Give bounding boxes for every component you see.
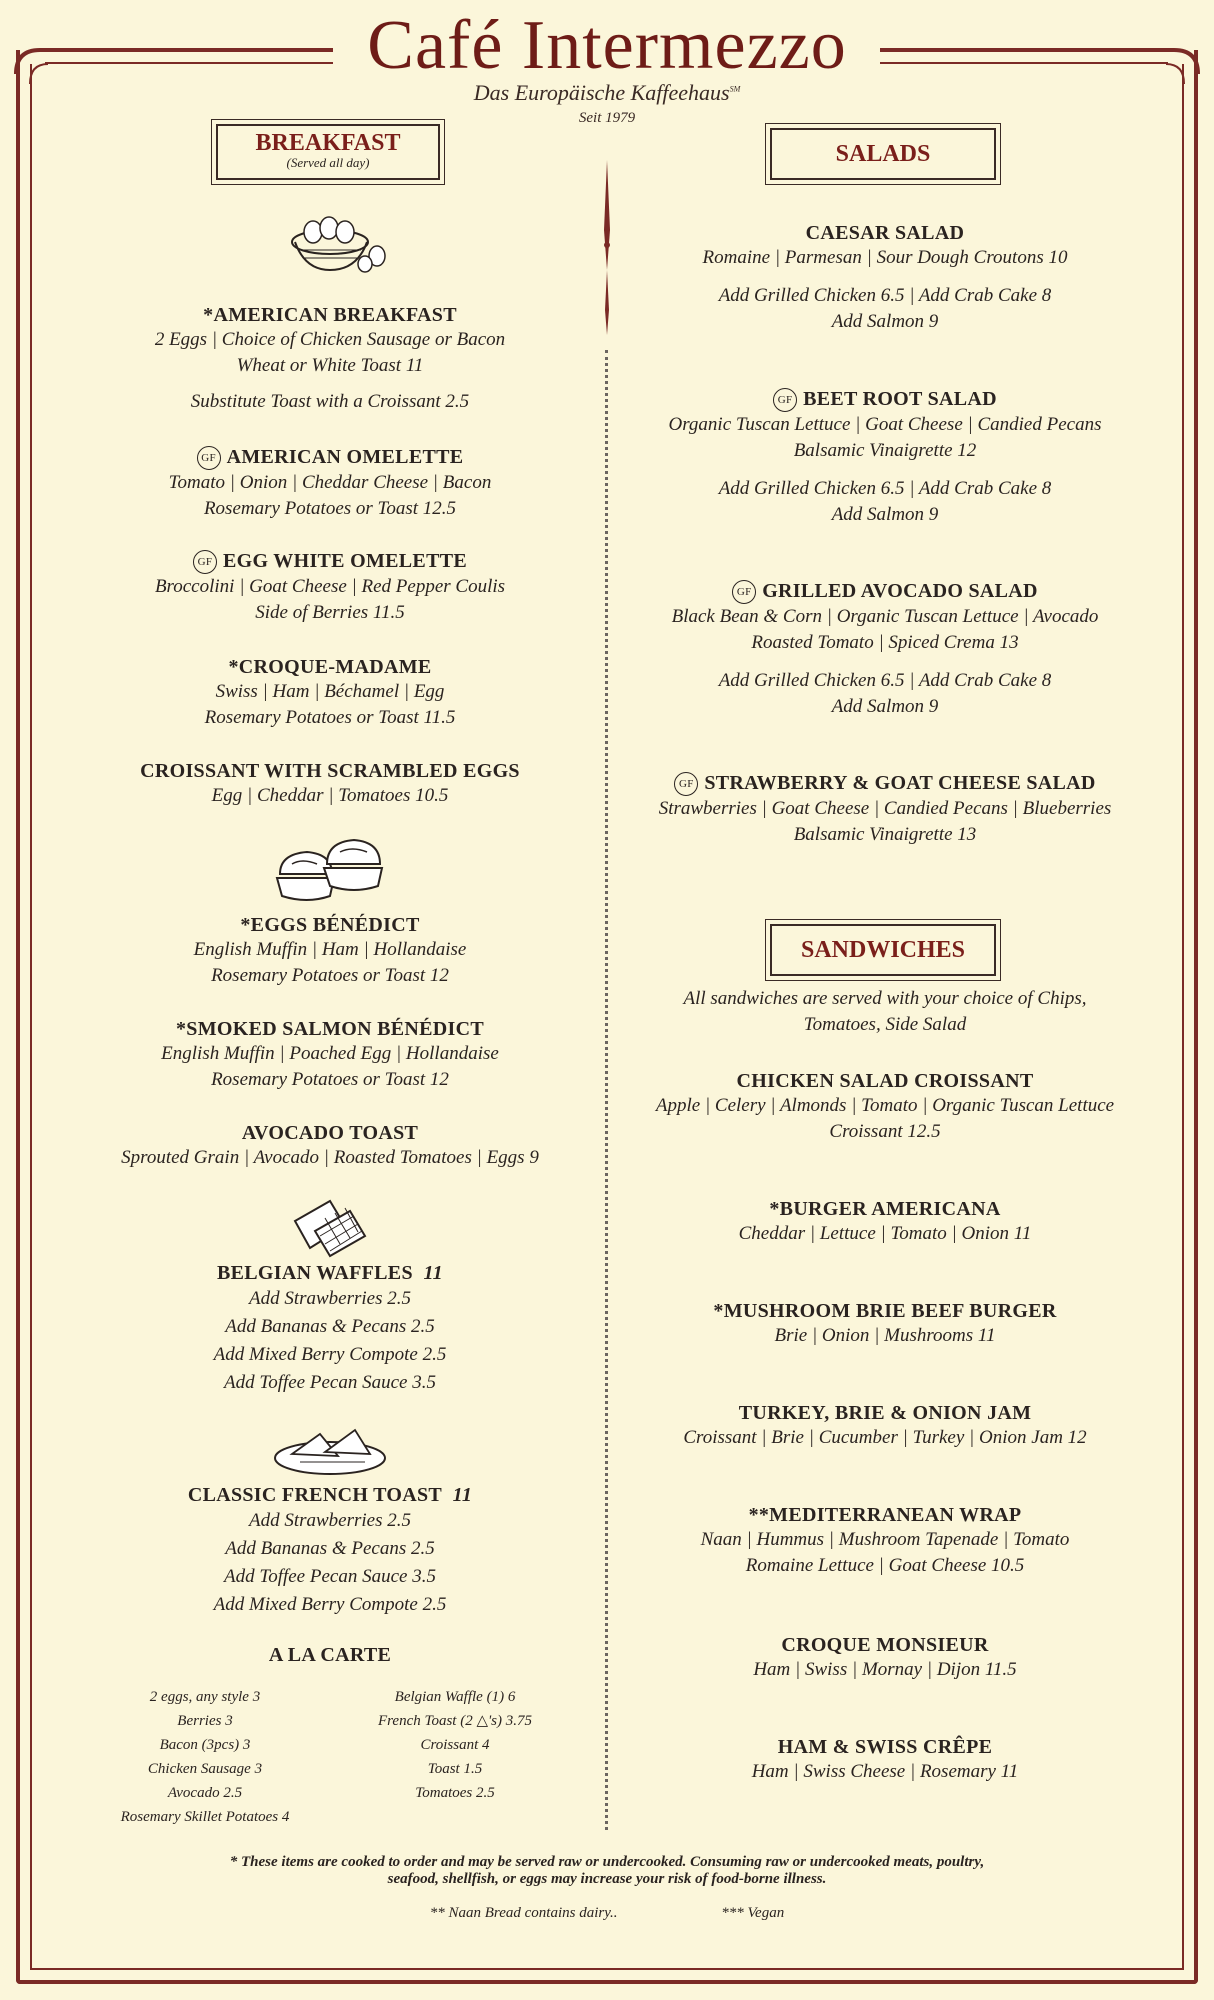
breakfast-section-header: BREAKFAST (Served all day) <box>216 124 440 180</box>
gluten-free-icon: GF <box>674 772 698 796</box>
naan-note: ** Naan Bread contains dairy.. <box>429 1905 618 1921</box>
list-item: Chicken Sausage 3 <box>147 1761 263 1777</box>
footer-notes <box>0 1905 1214 1922</box>
egg-basket-icon <box>285 210 390 275</box>
restaurant-title: Café Intermezzo <box>367 7 847 84</box>
menu-item-croque-madame: *CROQUE-MADAME Swiss | Ham | Béchamel | Egg Rosemary Potatoes or Toast 11.5 <box>204 656 456 728</box>
menu-item-american-breakfast: *AMERICAN BREAKFAST 2 Eggs | Choice of Chicken Sausage or Bacon Wheat or White Toast 11 Substitute Toast with a Croissant 2.5 <box>154 304 506 412</box>
list-item: Rosemary Skillet Potatoes 4 <box>120 1809 290 1825</box>
eggs-benedict-icon <box>272 834 387 904</box>
list-item: French Toast (2 △'s) 3.75 <box>377 1713 533 1729</box>
menu-item-ham-swiss-crepe: HAM & SWISS CRÊPE Ham | Swiss Cheese | Rosemary 11 <box>751 1736 1019 1782</box>
established-year: Seit 1979 <box>578 110 636 126</box>
list-item: Berries 3 <box>177 1713 233 1729</box>
footer-warning: * These items are cooked to order and may be served raw or undercooked. Consuming raw or undercooked meats, poultry, seafood, shellfish, or eggs may increase your risk of food-borne illness. <box>229 1854 985 1887</box>
waffle-icon <box>290 1196 370 1258</box>
menu-item-mushroom-brie-beef-burger: *MUSHROOM BRIE BEEF BURGER Brie | Onion | Mushrooms 11 <box>713 1300 1057 1346</box>
sandwiches-intro: All sandwiches are served with your choice of Chips, Tomatoes, Side Salad <box>683 988 1087 1035</box>
alacarte-left-column <box>90 1685 320 1829</box>
list-item: Bacon (3pcs) 3 <box>159 1737 251 1753</box>
gluten-free-icon: GF <box>197 446 221 470</box>
menu-item-mediterranean-wrap: **MEDITERRANEAN WRAP Naan | Hummus | Mushroom Tapenade | Tomato Romaine Lettuce | Goat Cheese 10.5 <box>700 1504 1070 1576</box>
sandwiches-section-header: SANDWICHES <box>770 924 996 976</box>
alacarte-right-column <box>340 1685 570 1805</box>
divider-ornament-icon <box>597 160 617 340</box>
gluten-free-icon: GF <box>732 580 756 604</box>
menu-item-croissant-scrambled-eggs: CROISSANT WITH SCRAMBLED EGGS Egg | Cheddar | Tomatoes 10.5 <box>140 760 520 806</box>
list-item: Croissant 4 <box>420 1737 490 1753</box>
gluten-free-icon: GF <box>773 388 797 412</box>
menu-item-turkey-brie-onion-jam: TURKEY, BRIE & ONION JAM Croissant | Brie | Cucumber | Turkey | Onion Jam 12 <box>683 1402 1087 1448</box>
column-divider <box>605 350 608 1830</box>
menu-item-eggs-benedict: *EGGS BÉNÉDICT English Muffin | Ham | Hollandaise Rosemary Potatoes or Toast 12 <box>193 914 467 986</box>
list-item: Avocado 2.5 <box>167 1785 243 1801</box>
vegan-note: *** Vegan <box>721 1905 785 1921</box>
salads-section-header: SALADS <box>770 128 996 180</box>
menu-item-croque-monsieur: CROQUE MONSIEUR Ham | Swiss | Mornay | Dijon 11.5 <box>753 1634 1017 1680</box>
gluten-free-icon: GF <box>193 550 217 574</box>
list-item: Tomatoes 2.5 <box>415 1785 495 1801</box>
menu-item-beet-root-salad: GF BEET ROOT SALAD Organic Tuscan Lettuce | Goat Cheese | Candied Pecans Balsamic Vinaigrette 12 Add Grilled Chicken 6.5 | Add Crab Cake 8 Add Salmon 9 <box>668 388 1102 525</box>
menu-item-chicken-salad-croissant: CHICKEN SALAD CROISSANT Apple | Celery | Almonds | Tomato | Organic Tuscan Lettuce Croissant 12.5 <box>655 1070 1115 1142</box>
list-item: Toast 1.5 <box>427 1761 483 1777</box>
restaurant-subtitle: Das Europäische Kaffeehaus℠ <box>473 80 741 105</box>
menu-item-american-omelette: GF AMERICAN OMELETTE Tomato | Onion | Cheddar Cheese | Bacon Rosemary Potatoes or Toast 12.5 <box>168 446 492 519</box>
list-item: 2 eggs, any style 3 <box>149 1689 261 1705</box>
menu-item-smoked-salmon-benedict: *SMOKED SALMON BÉNÉDICT English Muffin | Poached Egg | Hollandaise Rosemary Potatoes or Toast 12 <box>161 1018 499 1090</box>
menu-item-belgian-waffles: BELGIAN WAFFLES 11 Add Strawberries 2.5 Add Bananas & Pecans 2.5 Add Mixed Berry Compote 2.5 Add Toffee Pecan Sauce 3.5 <box>213 1262 447 1393</box>
menu-item-burger-americana: *BURGER AMERICANA Cheddar | Lettuce | Tomato | Onion 11 <box>738 1198 1032 1244</box>
alacarte-title: A LA CARTE <box>268 1644 392 1666</box>
menu-item-grilled-avocado-salad: GF GRILLED AVOCADO SALAD Black Bean & Corn | Organic Tuscan Lettuce | Avocado Roasted Tomato | Spiced Crema 13 Add Grilled Chicken 6.5 | Add Crab Cake 8 Add Salmon 9 <box>671 580 1099 717</box>
menu-item-classic-french-toast: CLASSIC FRENCH TOAST 11 Add Strawberries 2.5 Add Bananas & Pecans 2.5 Add Toffee Pecan Sauce 3.5 Add Mixed Berry Compote 2.5 <box>187 1484 473 1615</box>
menu-item-avocado-toast: AVOCADO TOAST Sprouted Grain | Avocado | Roasted Tomatoes | Eggs 9 <box>121 1122 539 1168</box>
menu-item-egg-white-omelette: GF EGG WHITE OMELETTE Broccolini | Goat Cheese | Red Pepper Coulis Side of Berries 11.5 <box>154 550 506 623</box>
french-toast-icon <box>270 1420 390 1480</box>
list-item: Belgian Waffle (1) 6 <box>394 1689 516 1705</box>
menu-item-caesar-salad: CAESAR SALAD Romaine | Parmesan | Sour Dough Croutons 10 Add Grilled Chicken 6.5 | Add Crab Cake 8 Add Salmon 9 <box>702 222 1068 332</box>
menu-item-strawberry-goat-cheese-salad: GF STRAWBERRY & GOAT CHEESE SALAD Strawberries | Goat Cheese | Candied Pecans | Blueberries Balsamic Vinaigrette 13 <box>658 772 1112 845</box>
